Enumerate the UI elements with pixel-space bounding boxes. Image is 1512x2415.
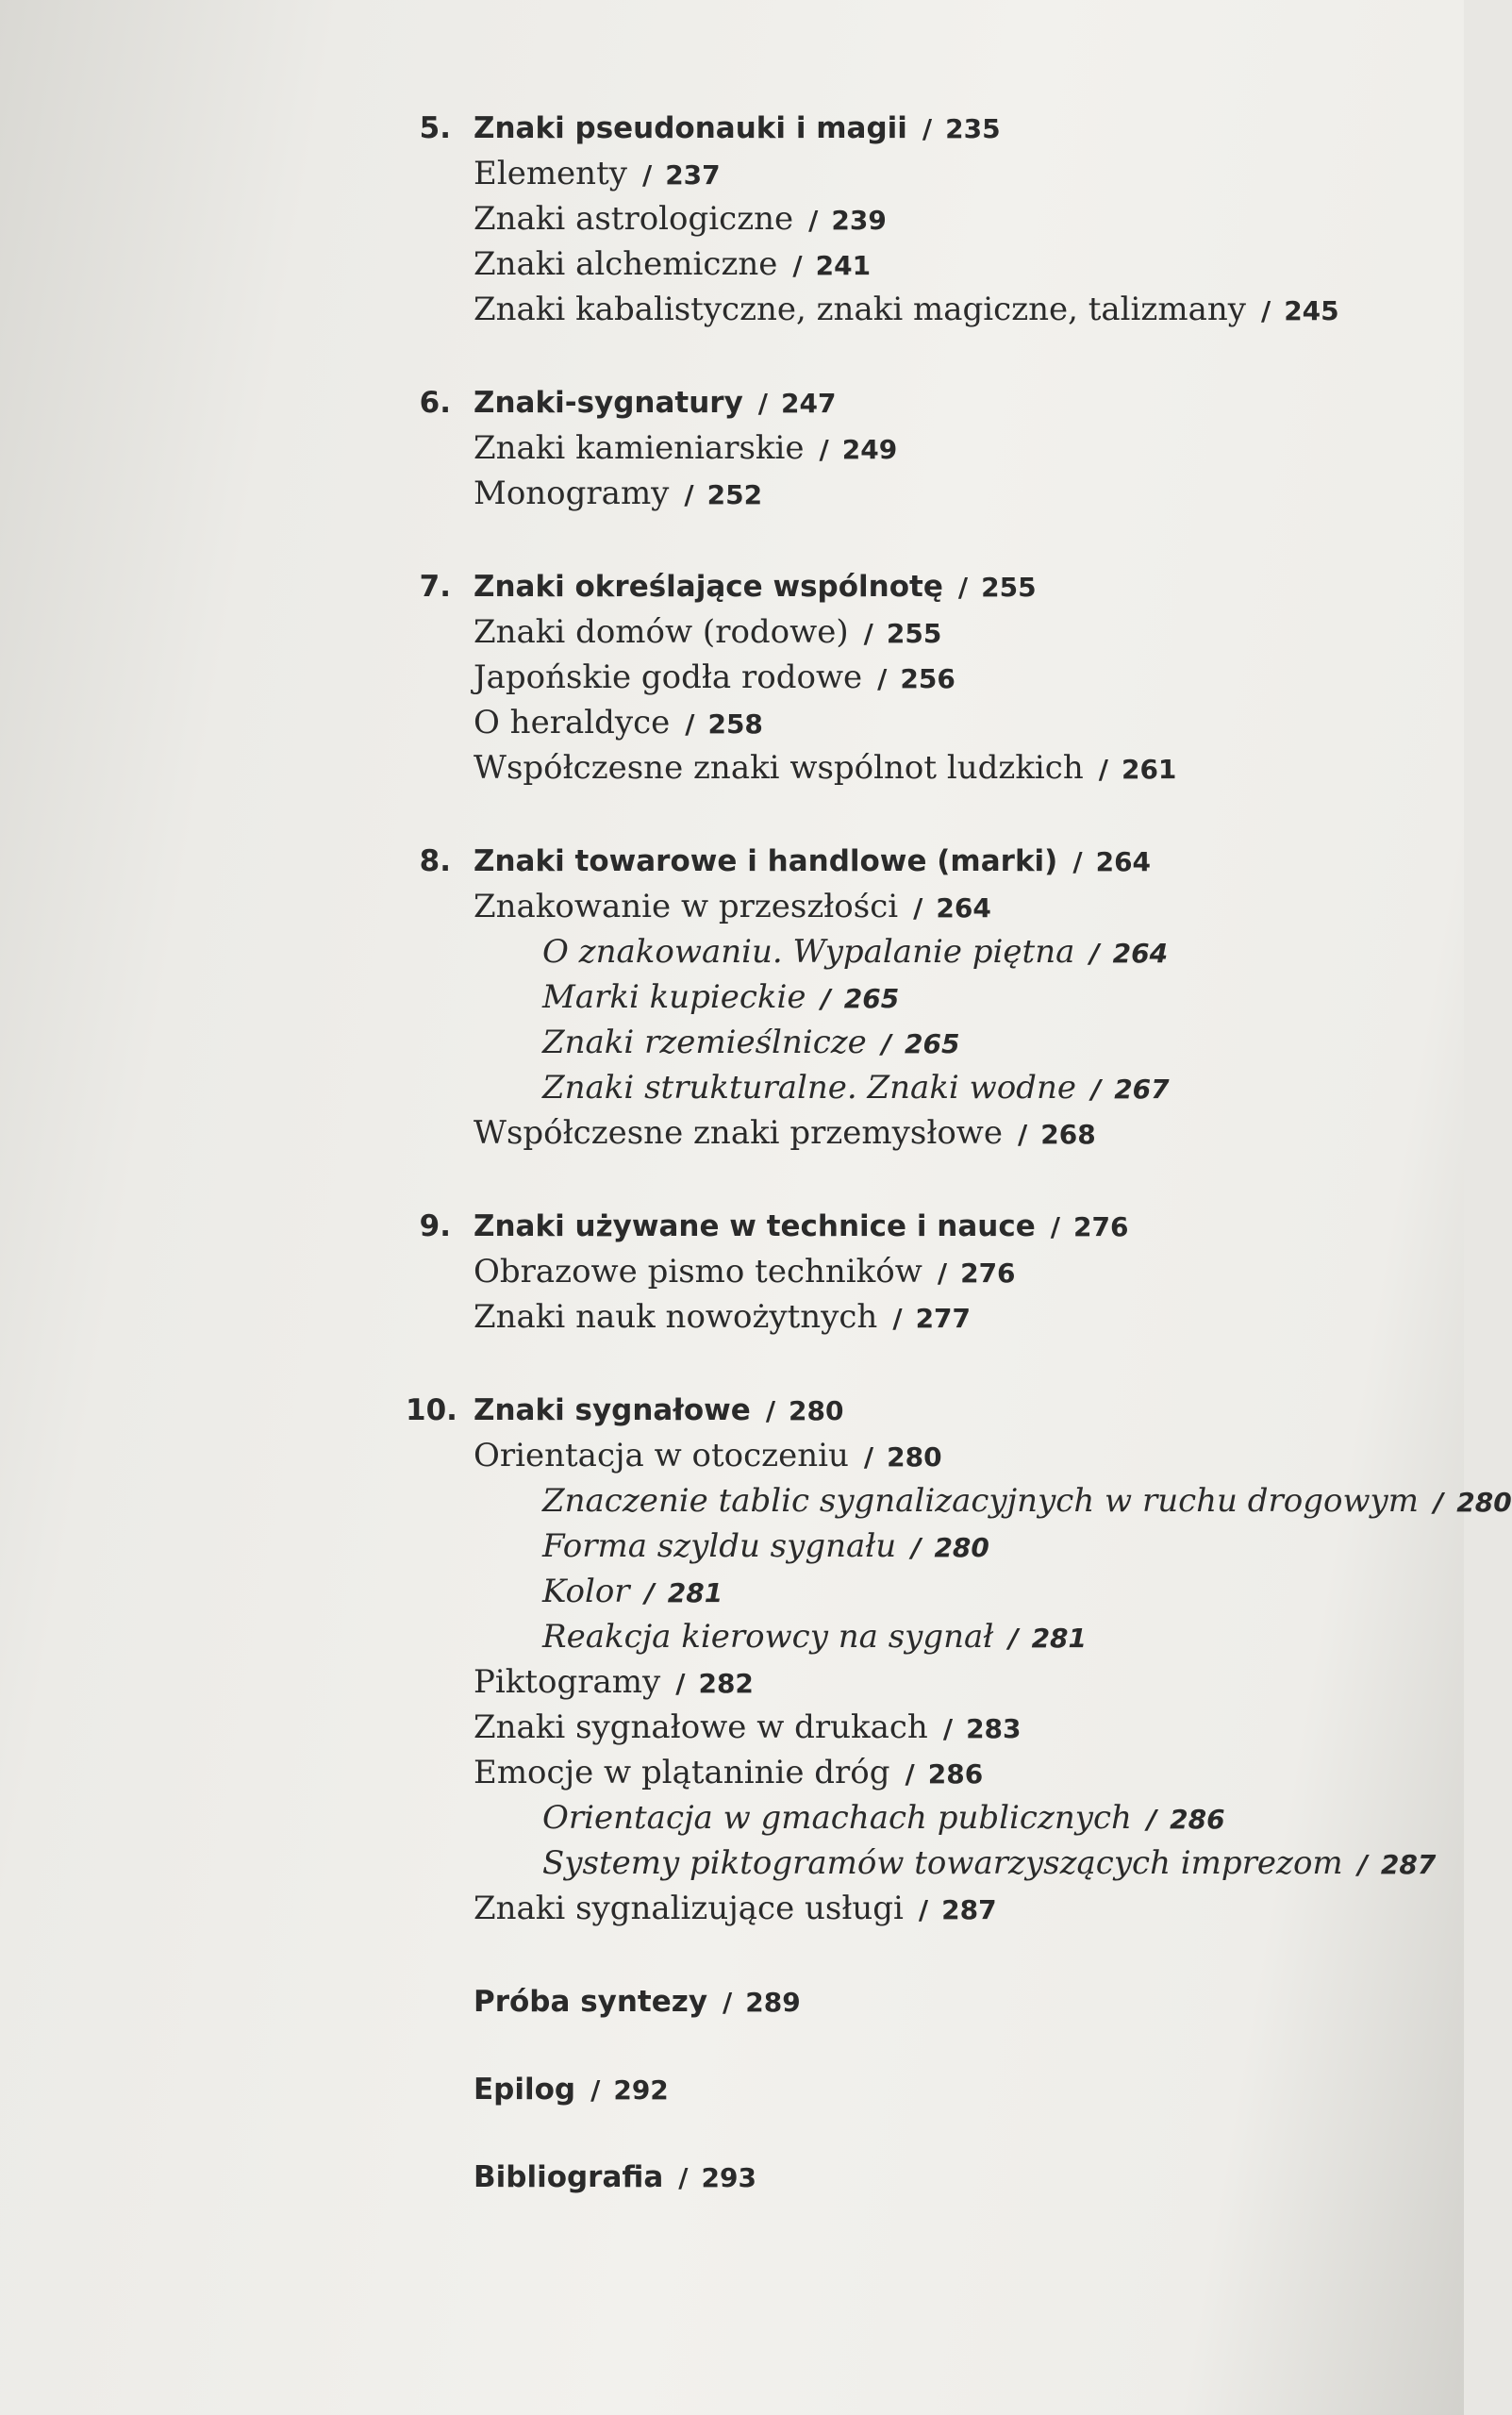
entry-title: Znaki kamieniarskie bbox=[474, 429, 805, 467]
page-number: 280 bbox=[934, 1532, 989, 1563]
page-number: 286 bbox=[927, 1758, 984, 1790]
page-separator: / bbox=[678, 2162, 689, 2193]
chapter-title: Znaki-sygnatury bbox=[474, 386, 743, 420]
entry-title: Współczesne znaki przemysłowe bbox=[474, 1114, 1004, 1152]
toc-subentry bbox=[406, 1796, 1396, 1841]
page-separator: / bbox=[1089, 938, 1100, 969]
entry-title: Forma szyldu sygnału bbox=[542, 1527, 897, 1565]
chapter-number: 9. bbox=[419, 1209, 451, 1243]
toc-entry bbox=[406, 472, 1396, 517]
page-separator: / bbox=[1018, 1119, 1028, 1150]
page-separator: / bbox=[1146, 1804, 1157, 1835]
toc-entry bbox=[406, 701, 1396, 746]
entry-title: Znaki nauk nowożytnych bbox=[474, 1298, 878, 1336]
page-separator: / bbox=[957, 572, 969, 603]
page-separator: / bbox=[675, 1668, 686, 1699]
page-number: 280 bbox=[887, 1441, 942, 1473]
page-separator: / bbox=[881, 1028, 892, 1059]
section-title: Bibliografia bbox=[474, 2160, 664, 2194]
entry-title: O heraldyce bbox=[474, 704, 671, 741]
entry-title: Monogramy bbox=[474, 475, 670, 512]
page-separator: / bbox=[765, 1395, 776, 1426]
toc-subentry bbox=[406, 1021, 1396, 1066]
toc-entry bbox=[406, 1111, 1396, 1157]
page-number: 283 bbox=[966, 1713, 1022, 1744]
chapter-title: Znaki towarowe i handlowe (marki) bbox=[474, 844, 1058, 878]
toc-chapter bbox=[406, 1204, 1396, 1341]
toc-chapter bbox=[406, 839, 1396, 1157]
entry-title: Marki kupieckie bbox=[542, 978, 806, 1016]
toc-subentry bbox=[406, 1615, 1396, 1660]
section-title: Epilog bbox=[474, 2073, 576, 2107]
entry-title: Piktogramy bbox=[474, 1663, 661, 1701]
chapter-heading bbox=[406, 380, 1396, 426]
chapter-title: Znaki używane w technice i nauce bbox=[474, 1209, 1036, 1243]
entry-title: Japońskie godła rodowe bbox=[474, 658, 863, 696]
entry-title: Orientacja w otoczeniu bbox=[474, 1437, 849, 1474]
toc-entry bbox=[406, 1751, 1396, 1796]
page-number: 264 bbox=[936, 892, 991, 924]
page-separator: / bbox=[1050, 1211, 1060, 1242]
toc-chapter bbox=[406, 564, 1396, 791]
table-of-contents bbox=[406, 106, 1512, 2242]
page-number: 237 bbox=[665, 159, 721, 191]
page-number: 286 bbox=[1170, 1804, 1225, 1835]
toc-subentry bbox=[406, 930, 1396, 975]
entry-title: Znakowanie w przeszłości bbox=[474, 888, 899, 925]
page-number: 281 bbox=[667, 1577, 723, 1608]
page-separator: / bbox=[913, 892, 923, 924]
toc-end-section bbox=[406, 2067, 1396, 2113]
page-number: 247 bbox=[781, 388, 837, 419]
toc-chapter bbox=[406, 380, 1396, 517]
toc-entry bbox=[406, 152, 1396, 197]
toc-entry bbox=[406, 885, 1396, 930]
page-separator: / bbox=[937, 1257, 948, 1289]
page-number: 255 bbox=[886, 618, 942, 649]
toc-entry bbox=[406, 288, 1396, 333]
page-separator: / bbox=[877, 663, 888, 694]
page-number: 264 bbox=[1112, 938, 1169, 969]
chapter-heading bbox=[406, 1388, 1396, 1434]
page-separator: / bbox=[1357, 1849, 1368, 1880]
entry-title: Znaki domów (rodowe) bbox=[474, 613, 849, 651]
entry-title: Emocje w plątaninie dróg bbox=[474, 1754, 890, 1791]
page-number: 258 bbox=[707, 708, 763, 740]
page-separator: / bbox=[641, 159, 653, 191]
entry-title: Znaki alchemiczne bbox=[474, 245, 778, 283]
page-separator: / bbox=[922, 113, 933, 144]
page-number: 293 bbox=[701, 2162, 756, 2193]
page-separator: / bbox=[863, 618, 873, 649]
page-number: 276 bbox=[1073, 1211, 1129, 1242]
page-number: 287 bbox=[1380, 1849, 1437, 1880]
page-number: 280 bbox=[1456, 1487, 1512, 1518]
toc-entry bbox=[406, 1660, 1396, 1706]
entry-title: Znaki kabalistyczne, znaki magiczne, talizmany bbox=[474, 291, 1246, 328]
section-title: Próba syntezy bbox=[474, 1985, 708, 2019]
page-number: 264 bbox=[1095, 846, 1152, 877]
toc-entry bbox=[406, 426, 1396, 472]
toc-entry bbox=[406, 610, 1396, 656]
page-separator: / bbox=[918, 1894, 929, 1925]
toc-subentry bbox=[406, 1066, 1396, 1111]
page-number: 235 bbox=[945, 113, 1001, 144]
entry-title: Obrazowe pismo techników bbox=[474, 1253, 922, 1291]
page-separator: / bbox=[942, 1713, 954, 1744]
page-separator: / bbox=[1090, 1074, 1102, 1105]
page-separator: / bbox=[723, 1987, 733, 2018]
entry-title: Znaki rzemieślnicze bbox=[542, 1024, 867, 1061]
chapter-number: 10. bbox=[406, 1393, 457, 1427]
page-number: 255 bbox=[981, 572, 1037, 603]
page-number: 280 bbox=[789, 1395, 844, 1426]
toc-entry bbox=[406, 1706, 1396, 1751]
toc-entry bbox=[406, 197, 1396, 242]
page-separator: / bbox=[792, 250, 803, 281]
chapter-heading bbox=[406, 564, 1396, 610]
chapter-title: Znaki pseudonauki i magii bbox=[474, 111, 907, 145]
page-number: 276 bbox=[960, 1257, 1016, 1289]
page-separator: / bbox=[644, 1577, 655, 1608]
page-number: 245 bbox=[1284, 295, 1339, 326]
page-separator: / bbox=[808, 205, 819, 236]
toc-entry bbox=[406, 1250, 1396, 1295]
toc-subentry bbox=[406, 1841, 1437, 1887]
chapter-heading bbox=[406, 106, 1396, 152]
toc-entry bbox=[406, 1887, 1396, 1932]
chapter-heading bbox=[406, 1204, 1396, 1250]
page-number: 265 bbox=[905, 1028, 960, 1059]
chapter-heading bbox=[406, 839, 1396, 885]
entry-title: Znaczenie tablic sygnalizacyjnych w ruchu drogowym bbox=[542, 1482, 1420, 1520]
page-number: 239 bbox=[831, 205, 887, 236]
entry-title: Reakcja kierowcy na sygnał bbox=[542, 1618, 994, 1656]
page-separator: / bbox=[590, 2074, 601, 2106]
toc-subentry bbox=[406, 1570, 1396, 1615]
chapter-number: 5. bbox=[419, 111, 451, 145]
page-number: 249 bbox=[841, 434, 898, 465]
entry-title: Znaki strukturalne. Znaki wodne bbox=[542, 1069, 1076, 1107]
page-separator: / bbox=[684, 479, 694, 510]
page-number: 282 bbox=[698, 1668, 754, 1699]
page-number: 241 bbox=[815, 250, 872, 281]
entry-title: Elementy bbox=[474, 155, 627, 192]
toc-entry bbox=[406, 746, 1396, 791]
toc-entry bbox=[406, 656, 1396, 701]
entry-title: Orientacja w gmachach publicznych bbox=[542, 1799, 1132, 1837]
page-number: 289 bbox=[745, 1987, 801, 2018]
page-separator: / bbox=[892, 1303, 903, 1334]
chapter-number: 7. bbox=[419, 570, 451, 604]
page-number: 287 bbox=[941, 1894, 997, 1925]
page-number: 277 bbox=[915, 1303, 972, 1334]
page-separator: / bbox=[863, 1441, 874, 1473]
page-number: 252 bbox=[706, 479, 763, 510]
page-separator: / bbox=[1008, 1623, 1019, 1654]
toc-entry bbox=[406, 1295, 1396, 1341]
page-separator: / bbox=[1098, 754, 1108, 785]
toc-chapter bbox=[406, 1388, 1512, 1932]
toc-subentry bbox=[406, 1479, 1512, 1524]
page-number: 265 bbox=[843, 983, 900, 1014]
page-number: 267 bbox=[1114, 1074, 1170, 1105]
toc-chapter bbox=[406, 106, 1396, 333]
page-separator: / bbox=[905, 1758, 915, 1790]
entry-title: Systemy piktogramów towarzyszących imprezom bbox=[542, 1844, 1343, 1882]
toc-entry bbox=[406, 1434, 1396, 1479]
page-separator: / bbox=[821, 983, 831, 1014]
toc-end-section bbox=[406, 2155, 1396, 2201]
page-separator: / bbox=[911, 1532, 922, 1563]
entry-title: O znakowaniu. Wypalanie piętna bbox=[542, 933, 1075, 971]
entry-title: Kolor bbox=[542, 1573, 630, 1610]
page-number: 261 bbox=[1121, 754, 1177, 785]
page-separator: / bbox=[757, 388, 769, 419]
toc-entry bbox=[406, 242, 1396, 288]
toc-subentry bbox=[406, 975, 1396, 1021]
toc-end-section bbox=[406, 1979, 1396, 2025]
toc-subentry bbox=[406, 1524, 1396, 1570]
page-number: 256 bbox=[900, 663, 955, 694]
page-number: 268 bbox=[1040, 1119, 1096, 1150]
entry-title: Współczesne znaki wspólnot ludzkich bbox=[474, 749, 1084, 787]
page-number: 281 bbox=[1031, 1623, 1088, 1654]
page-separator: / bbox=[1260, 295, 1271, 326]
entry-title: Znaki sygnalizujące usługi bbox=[474, 1890, 904, 1927]
page-separator: / bbox=[1434, 1487, 1444, 1518]
page-separator: / bbox=[685, 708, 695, 740]
page-separator: / bbox=[819, 434, 829, 465]
chapter-number: 6. bbox=[419, 386, 451, 420]
page-separator: / bbox=[1072, 846, 1083, 877]
page-number: 292 bbox=[613, 2074, 669, 2106]
chapter-title: Znaki określające wspólnotę bbox=[474, 570, 943, 604]
chapter-title: Znaki sygnałowe bbox=[474, 1393, 751, 1427]
entry-title: Znaki sygnałowe w drukach bbox=[474, 1708, 928, 1746]
entry-title: Znaki astrologiczne bbox=[474, 200, 794, 238]
chapter-number: 8. bbox=[419, 844, 451, 878]
